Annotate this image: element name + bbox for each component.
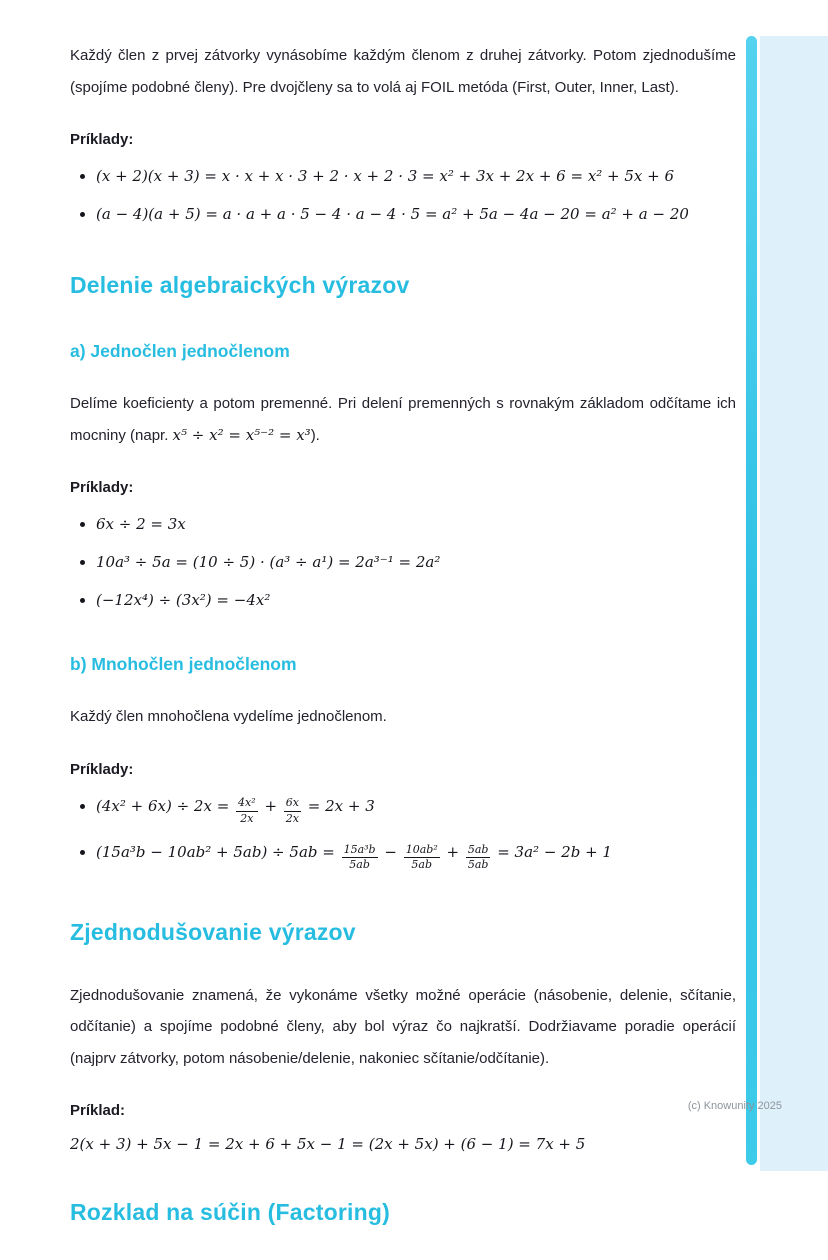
fraction-denominator: 2x xyxy=(285,811,299,825)
fraction-numerator: 10ab² xyxy=(404,843,440,858)
multiplication-example-list xyxy=(70,164,736,226)
math-example: • (a − 4)(a + 5) = a · a + a · 5 − 4 · a − 4 · 5 = a² + 5a − 4a − 20 = a² + a − 20 xyxy=(96,202,736,226)
section-title-simplification: Zjednodušovanie výrazov xyxy=(70,918,356,945)
fraction-denominator: 5ab xyxy=(411,858,433,872)
fraction-numerator: 6x xyxy=(284,796,301,811)
math-example xyxy=(96,794,736,827)
fraction xyxy=(466,843,491,873)
math-example: • 6x ÷ 2 = 3x xyxy=(96,512,736,536)
multiplication-paragraph: Každý člen z prvej zátvorky vynásobíme každým členom z druhej zátvorky. Potom zjednodušíme (spojíme podobné členy). Pre dvojčleny sa to volá aj FOIL metóda (First, Outer, Inner, Last). xyxy=(70,47,736,96)
monomial-example-list xyxy=(70,512,736,612)
section-title-division: Delenie algebraických výrazov xyxy=(70,272,410,298)
simplification-paragraph: Zjednodušovanie znamená, že vykonáme všetky možné operácie (násobenie, delenie, sčítanie, odčítanie) a spojíme podobné členy, aby bol výraz čo najkratší. Dodržiavame poradie operácií (najprv zátvorky, potom násobenie/delenie, nakoniec sčítanie/odčítanie). xyxy=(70,986,736,1067)
fraction-numerator: 15a³b xyxy=(342,843,378,858)
paragraph-text: ). xyxy=(310,426,320,444)
math-segment: = 3a² − 2b + 1 xyxy=(492,843,612,862)
fraction-denominator: 5ab xyxy=(349,858,370,872)
watermark: (c) Knowunity 2025 xyxy=(687,1100,782,1112)
inline-math: x⁵ ÷ x² = x⁵⁻² = x³ xyxy=(172,425,311,444)
fraction xyxy=(236,796,258,826)
paragraph-text: Delíme koeficienty a potom premenné. Pri delení premenných s rovnakým základom odčítame ich mocniny (napr. xyxy=(70,395,736,444)
math-example xyxy=(96,840,736,873)
fraction-numerator: 4x² xyxy=(236,796,258,811)
page-accent-bar xyxy=(746,36,757,1165)
subsection-title-polynomial: b) Mnohočlen jednočlenom xyxy=(70,654,297,674)
page-edge-strip xyxy=(760,36,828,1171)
math-segment: − xyxy=(379,843,402,862)
math-example: • (−12x⁴) ÷ (3x²) = −4x² xyxy=(96,588,736,612)
document-content xyxy=(70,40,736,1260)
math-segment: (4x² + 6x) ÷ 2x = xyxy=(96,796,235,815)
math-segment: (15a³b − 10ab² + 5ab) ÷ 5ab = xyxy=(96,843,340,862)
fraction xyxy=(404,843,440,873)
examples-label: Príklady: xyxy=(70,479,134,496)
monomial-division-paragraph xyxy=(70,388,736,451)
polynomial-division-paragraph: Každý člen mnohočlena vydelíme jednočlenom. xyxy=(70,708,387,725)
math-example: • 10a³ ÷ 5a = (10 ÷ 5) · (a³ ÷ a¹) = 2a³⁻¹ = 2a² xyxy=(96,550,736,574)
fraction-denominator: 5ab xyxy=(467,858,489,872)
example-label: Príklad: xyxy=(70,1102,126,1120)
math-segment: + xyxy=(441,843,464,862)
section-title-factoring: Rozklad na súčin (Factoring) xyxy=(70,1199,390,1226)
subsection-title-monomial: a) Jednočlen jednočlenom xyxy=(70,341,290,361)
simplification-formula: 2(x + 3) + 5x − 1 = 2x + 6 + 5x − 1 = (2x + 5x) + (6 − 1) = 7x + 5 xyxy=(70,1135,586,1154)
math-segment: = 2x + 3 xyxy=(302,796,375,815)
math-segment: + xyxy=(259,796,282,815)
fraction-denominator: 2x xyxy=(240,811,254,825)
fraction xyxy=(284,796,301,826)
examples-label: Príklady: xyxy=(70,760,134,778)
fraction-numerator: 5ab xyxy=(466,843,491,858)
fraction xyxy=(342,843,378,873)
examples-label: Príklady: xyxy=(70,131,134,148)
polynomial-example-list xyxy=(70,794,736,873)
math-example: • (x + 2)(x + 3) = x · x + x · 3 + 2 · x + 2 · 3 = x² + 3x + 2x + 6 = x² + 5x + 6 xyxy=(96,164,736,188)
